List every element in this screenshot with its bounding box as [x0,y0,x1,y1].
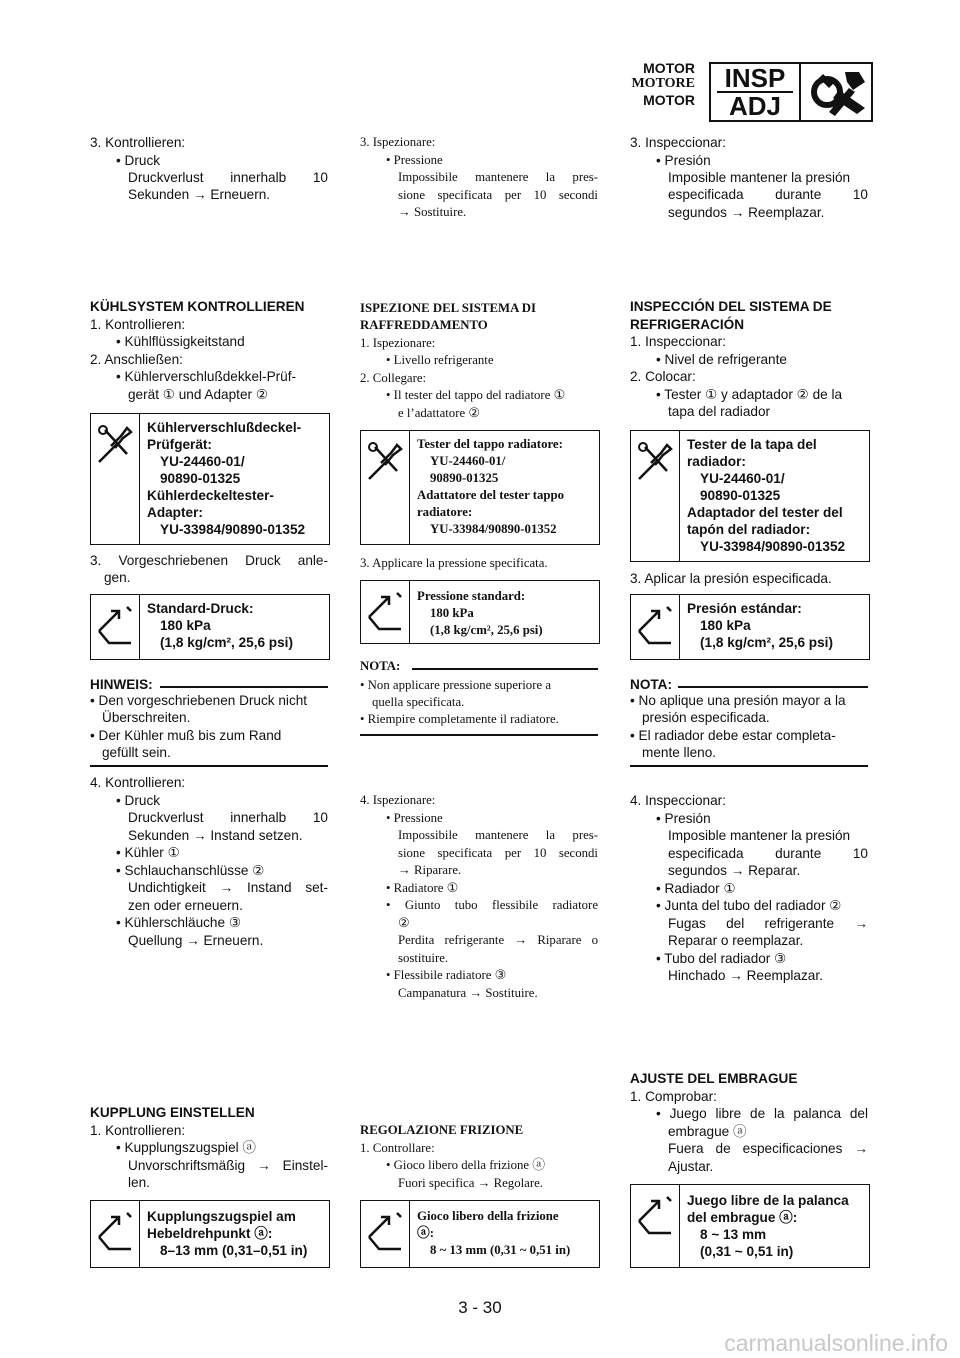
es-step4: Hinchado → Reemplazar. [668,968,823,983]
de-clutch-step: 1. Kontrollieren: [90,1123,186,1138]
it-tool-text: 90890-01325 [430,471,499,485]
it-step4: • Radiatore ① [386,881,459,895]
spec-icon [637,1195,673,1235]
es-standard-box [630,594,870,660]
es-clutch-spec-text: del embrague ⓐ: [687,1210,798,1225]
de-cooling-step: gerät ① und Adapter ② [128,387,269,402]
it-step3-title: 3. Ispezionare: [360,135,436,149]
es-step4: • Junta del tubo del radiador ② [656,898,842,913]
it-cooling-step: e l’adattatore ② [398,406,480,420]
it-tool-text: radiatore: [417,505,473,519]
it-clutch-step: 1. Controllare: [360,1141,435,1155]
it-step4: sione specificata per 10 secondi [398,846,598,860]
es-step3-text: Imposible mantener la presión [668,170,851,185]
de-step3-title: 3. Kontrollieren: [90,135,186,150]
de-clutch-spec-text: Hebeldrehpunkt ⓐ: [147,1226,273,1241]
es-step4: 4. Inspeccionar: [630,793,726,808]
es-step4: • Radiador ① [656,881,736,896]
de-standard-box [90,594,330,660]
de-note-text: gefüllt sein. [102,745,171,760]
es-clutch-spec-text: 8 ~ 13 mm [700,1227,767,1242]
it-step3-text: sione specificata per 10 secondi [398,188,598,202]
de-step4: 4. Kontrollieren: [90,775,186,790]
spec-icon [367,591,403,631]
de-step4: • Kühler ① [116,845,180,860]
it-note-text: • Riempire completamente il radiatore. [360,712,559,726]
de-cooling-step: • Kühlflüssigkeitstand [116,334,245,349]
es-note-label: NOTA: [630,677,673,692]
es-note-text: • No aplique una presión mayor a la [630,693,846,708]
watermark: carmanualsonline.info [724,1330,948,1356]
spec-icon [97,1211,133,1251]
insp-label: INSP [724,63,786,93]
adj-label: ADJ [728,91,781,121]
de-tool-text: Adapter: [147,505,203,520]
es-std-text: 180 kPa [700,618,751,633]
es-clutch-spec-text: (0,31 ~ 0,51 in) [700,1244,794,1259]
section-label-de: MOTOR [643,60,695,76]
es-cooling-title: REFRIGERACIÓN [630,317,745,332]
it-step3-text: Impossibile mantenere la pres- [398,170,598,184]
special-tool-icon [637,441,673,481]
es-cooling-step: • Nivel de refrigerante [656,352,787,367]
it-step4: • Giunto tubo flessibile radiatore [386,898,598,912]
it-clutch-spec-box [360,1200,600,1268]
es-note-text: • El radiador debe estar completa- [630,728,836,743]
it-apply-text: 3. Applicare la pressione specificata. [360,556,548,570]
it-step4: Impossibile mantenere la pres- [398,828,598,842]
de-std-text: 180 kPa [160,618,211,633]
section-label-es: MOTOR [643,92,695,108]
es-clutch-step: Fuera de especificaciones → [668,1141,868,1156]
de-clutch-step: Unvorschriftsmäßig → Einstel- [128,1158,328,1173]
es-cooling-step: 2. Colocar: [630,369,696,384]
de-apply-text: 3. Vorgeschriebenen Druck anle- [90,553,328,568]
es-clutch-step: • Juego libre de la palanca del [656,1106,868,1121]
es-step4: Fugas del refrigerante → [668,916,868,931]
es-tool-text: tapón del radiador: [687,522,811,537]
it-step4: 4. Ispezionare: [360,793,436,807]
es-step4: segundos → Reparar. [668,863,801,878]
it-tool-text: Adattatore del tester tappo [417,488,565,502]
es-cooling-step: tapa del radiador [668,404,771,419]
es-tool-text: Tester de la tapa del [687,437,817,452]
it-step4: • Flessibile radiatore ③ [386,968,507,982]
de-std-text: Standard-Druck: [147,601,254,616]
spec-icon [637,605,673,645]
it-note-text: quella specificata. [372,695,465,709]
it-clutch-step: • Gioco libero della frizione ⓐ [386,1158,546,1172]
es-clutch-step: Ajustar. [668,1159,714,1174]
es-tool-text: Adaptador del tester del [687,505,843,520]
es-tool-box [630,430,870,562]
spec-icon [367,1211,403,1251]
it-cooling-title: ISPEZIONE DEL SISTEMA DI [360,301,537,315]
de-cooling-title: KÜHLSYSTEM KONTROLLIEREN [90,299,305,314]
de-step4: • Druck [116,793,161,808]
es-cooling-step: 1. Inspeccionar: [630,334,726,349]
de-apply-text: gen. [104,570,131,585]
de-tool-text: 90890-01325 [160,471,241,486]
de-step4: Undichtigkeit → Instand set- [128,880,328,895]
spec-icon [97,605,133,645]
de-note-text: • Den vorgeschriebenen Druck nicht [90,693,308,708]
de-tool-text: Kühlerdeckeltester- [147,488,274,503]
page-number: 3 - 30 [458,1298,502,1317]
es-tool-text: YU-24460-01/ [700,471,785,486]
de-tool-text: YU-33984/90890-01352 [160,522,306,537]
it-step4: ② [398,916,410,930]
it-tool-text: YU-24460-01/ [430,454,506,468]
it-cooling-step: 2. Collegare: [360,371,427,385]
de-clutch-spec-box [90,1200,330,1268]
it-clutch-spec-text: 8 ~ 13 mm (0,31 ~ 0,51 in) [430,1243,571,1257]
de-note-text: • Der Kühler muß bis zum Rand [90,728,282,743]
it-std-text: Pressione standard: [417,589,526,603]
de-tool-text: YU-24460-01/ [160,454,245,469]
es-step4: Reparar o reemplazar. [668,933,804,948]
de-cooling-step: • Kühlerverschlußdekkel-Prüf- [116,369,297,384]
es-apply-text: 3. Aplicar la presión especificada. [630,571,832,586]
de-step4: Quellung → Erneuern. [128,933,264,948]
de-cooling-step: 2. Anschließen: [90,352,183,367]
wrench-icon [809,68,867,116]
special-tool-icon [97,424,133,464]
de-step3-item: • Druck [116,153,161,168]
it-clutch-step: Fuori specifica → Regolare. [398,1176,543,1190]
de-tool-text: Prüfgerät: [147,437,212,452]
it-cooling-step: • Il tester del tappo del radiatore ① [386,388,566,402]
it-note-text: • Non applicare pressione superiore a [360,678,552,692]
es-step3-item: • Presión [656,153,711,168]
es-tool-text: radiador: [687,454,746,469]
it-step4: • Pressione [386,811,443,825]
de-tool-box [90,413,330,545]
es-clutch-step: 1. Comprobar: [630,1089,717,1104]
it-step3-item: • Pressione [386,153,443,167]
es-std-text: Presión estándar: [687,601,802,616]
de-clutch-title: KUPPLUNG EINSTELLEN [90,1105,255,1120]
it-clutch-title: REGOLAZIONE FRIZIONE [360,1123,524,1137]
de-clutch-step: • Kupplungszugspiel ⓐ [116,1140,257,1155]
de-clutch-spec-text: Kupplungszugspiel am [147,1209,296,1224]
es-clutch-title: AJUSTE DEL EMBRAGUE [630,1071,798,1086]
section-label-it: MOTORE [631,76,695,91]
es-step4: • Tubo del radiador ③ [656,951,787,966]
it-clutch-spec-text: Gioco libero della frizione [417,1209,559,1223]
de-std-text: (1,8 kg/cm², 25,6 psi) [160,635,293,650]
es-step3-title: 3. Inspeccionar: [630,135,726,150]
es-cooling-title: INSPECCIÓN DEL SISTEMA DE [630,299,832,314]
insp-adj-badge [709,62,873,122]
it-tool-text: Tester del tappo radiatore: [417,437,563,451]
it-tool-text: YU-33984/90890-01352 [430,522,557,536]
it-cooling-step: 1. Ispezionare: [360,336,436,350]
it-step4: Perdita refrigerante → Riparare o [398,933,598,947]
es-note-text: presión especificada. [642,710,770,725]
de-cooling-step: 1. Kontrollieren: [90,317,186,332]
de-step4: Sekunden → Instand setzen. [128,828,303,843]
de-step4: zen oder erneuern. [128,898,243,913]
es-cooling-step: • Tester ① y adaptador ② de la [656,387,843,402]
de-step4: • Schlauchanschlüsse ② [116,863,265,878]
special-tool-icon [367,441,403,481]
it-cooling-title: RAFFREDDAMENTO [360,318,488,332]
de-step4: Druckverlust innerhalb 10 [128,810,328,825]
it-note-label: NOTA: [360,659,401,673]
it-cooling-step: • Livello refrigerante [386,353,494,367]
de-tool-text: Kühlerverschlußdeckel- [147,420,302,435]
it-clutch-spec-text: ⓐ: [417,1226,435,1240]
it-step4: → Riparare. [398,863,462,877]
de-note-text: Überschreiten. [102,710,191,725]
it-std-text: 180 kPa [430,606,474,620]
it-std-text: (1,8 kg/cm², 25,6 psi) [430,623,543,637]
de-clutch-spec-text: 8–13 mm (0,31–0,51 in) [160,1243,308,1258]
it-standard-box [360,580,600,644]
de-step3-text: Sekunden → Erneuern. [128,187,271,202]
es-clutch-spec-box [630,1184,870,1268]
es-step4: Imposible mantener la presión [668,828,851,843]
section-header [631,60,695,108]
de-clutch-step: len. [128,1175,150,1190]
es-tool-text: 90890-01325 [700,488,781,503]
it-step4: sostituire. [398,951,449,965]
es-step3-text: segundos → Reemplazar. [668,205,825,220]
it-step4: Campanatura → Sostituire. [398,986,538,1000]
es-step4: • Presión [656,811,711,826]
es-tool-text: YU-33984/90890-01352 [700,539,846,554]
de-step4: • Kühlerschläuche ③ [116,915,242,930]
es-step3-text: especificada durante 10 [668,187,868,202]
es-note-text: mente lleno. [642,745,717,760]
es-step4: especificada durante 10 [668,846,868,861]
it-step3-text: → Sostituire. [398,205,467,219]
it-tool-box [360,430,600,545]
de-note-label: HINWEIS: [90,677,153,692]
es-clutch-spec-text: Juego libre de la palanca [687,1193,849,1208]
es-std-text: (1,8 kg/cm², 25,6 psi) [700,635,833,650]
de-step3-text: Druckverlust innerhalb 10 [128,170,328,185]
es-clutch-step: embrague ⓐ [668,1124,747,1139]
